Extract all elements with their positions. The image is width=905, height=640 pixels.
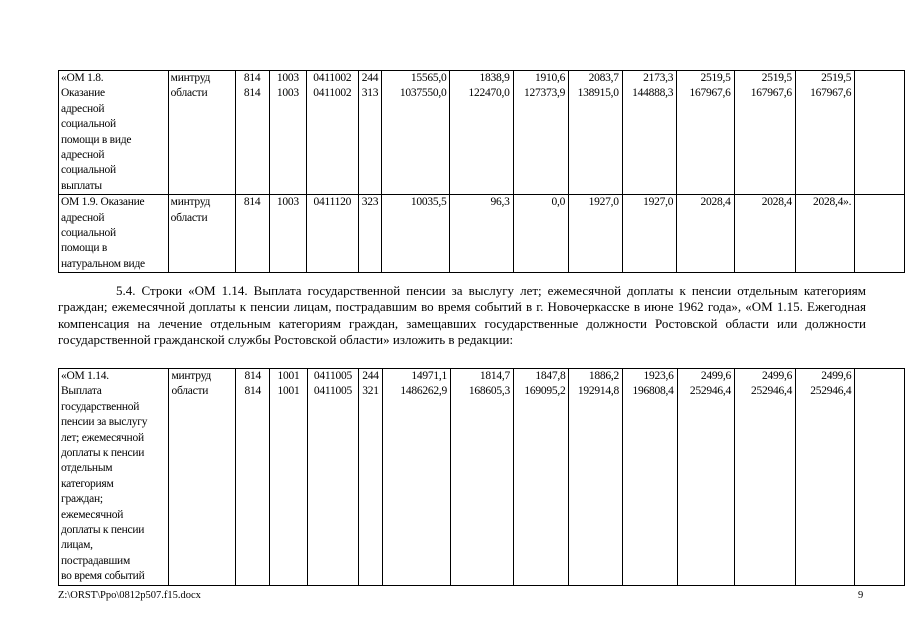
value-cell: 1910,6 127373,9 — [513, 71, 569, 195]
value-cell: 2499,6 252946,4 — [677, 369, 734, 586]
value-cell: 2499,6 252946,4 — [796, 369, 855, 586]
value-cell: 1814,7 168605,3 — [450, 369, 513, 586]
grbs-cell: 814 — [235, 195, 269, 273]
value-cell — [855, 71, 905, 195]
csr-cell: 0411120 — [307, 195, 358, 273]
value-cell: 1927,0 — [569, 195, 623, 273]
value-cell: 2519,5 167967,6 — [795, 71, 854, 195]
footer-file-path: Z:\ORST\Ppo\0812p507.f15.docx — [58, 590, 201, 601]
value-cell — [855, 369, 905, 586]
csr-cell: 0411005 0411005 — [307, 369, 358, 586]
table-row — [59, 71, 905, 195]
value-cell: 2519,5 167967,6 — [734, 71, 795, 195]
executor-cell: минтруд области — [168, 195, 235, 273]
value-cell: 2519,5 167967,6 — [677, 71, 734, 195]
row-name-cell: «ОМ 1.8. Оказание адресной социальной помощи в виде адресной социальной выплаты — [59, 71, 169, 195]
table-om-1-8-1-9 — [58, 70, 905, 273]
rzpr-cell: 1003 1003 — [269, 71, 306, 195]
value-cell: 96,3 — [450, 195, 513, 273]
row-name-cell: ОМ 1.9. Оказание адресной социальной помощи в натуральном виде — [59, 195, 169, 273]
value-cell — [855, 195, 905, 273]
vr-cell: 244 321 — [359, 369, 383, 586]
value-cell: 2083,7 138915,0 — [569, 71, 623, 195]
value-cell: 15565,0 1037550,0 — [382, 71, 450, 195]
row-name-cell: «ОМ 1.14. Выплата государственной пенсии за выслугу лет; ежемесячной доплаты к пенсии отдельным категориям граждан; ежемесячной доплаты к пенсии лицам, пострадавшим во время событий — [59, 369, 169, 586]
grbs-cell: 814 814 — [235, 71, 269, 195]
value-cell: 2499,6 252946,4 — [734, 369, 795, 586]
value-cell: 2028,4 — [734, 195, 795, 273]
value-cell: 2173,3 144888,3 — [622, 71, 677, 195]
page-number: 9 — [858, 590, 864, 601]
paragraph-text: 5.4. Строки «ОМ 1.14. Выплата государственной пенсии за выслугу лет; ежемесячной доплаты к пенсии отдельным категориям граждан; ежемесячной доплаты к пенсии лицам, пострадавшим во время событий в г. Новочеркасске в июне 1962 года», «ОМ 1.15. Ежегодная компенсация на лечение отдельным категориям граждан, замещавших государственные должности Ростовской области или должности государственной гражданской службы Ростовской области» изложить в редакции: — [58, 283, 866, 348]
value-cell: 1847,8 169095,2 — [514, 369, 569, 586]
table-row — [59, 195, 905, 273]
value-cell: 2028,4 — [677, 195, 734, 273]
executor-cell: минтруд области — [168, 71, 235, 195]
table-row — [59, 369, 905, 586]
vr-cell: 323 — [358, 195, 382, 273]
value-cell: 1923,6 196808,4 — [623, 369, 678, 586]
table-om-1-14 — [58, 368, 905, 586]
value-cell: 1886,2 192914,8 — [569, 369, 623, 586]
executor-cell: минтруд области — [169, 369, 236, 586]
rzpr-cell: 1001 1001 — [270, 369, 307, 586]
amendment-paragraph — [58, 283, 866, 349]
csr-cell: 0411002 0411002 — [307, 71, 358, 195]
value-cell: 1927,0 — [622, 195, 677, 273]
value-cell: 2028,4». — [795, 195, 854, 273]
vr-cell: 244 313 — [358, 71, 382, 195]
value-cell: 14971,1 1486262,9 — [382, 369, 450, 586]
value-cell: 10035,5 — [382, 195, 450, 273]
value-cell: 1838,9 122470,0 — [450, 71, 513, 195]
rzpr-cell: 1003 — [269, 195, 306, 273]
grbs-cell: 814 814 — [236, 369, 270, 586]
value-cell: 0,0 — [513, 195, 569, 273]
